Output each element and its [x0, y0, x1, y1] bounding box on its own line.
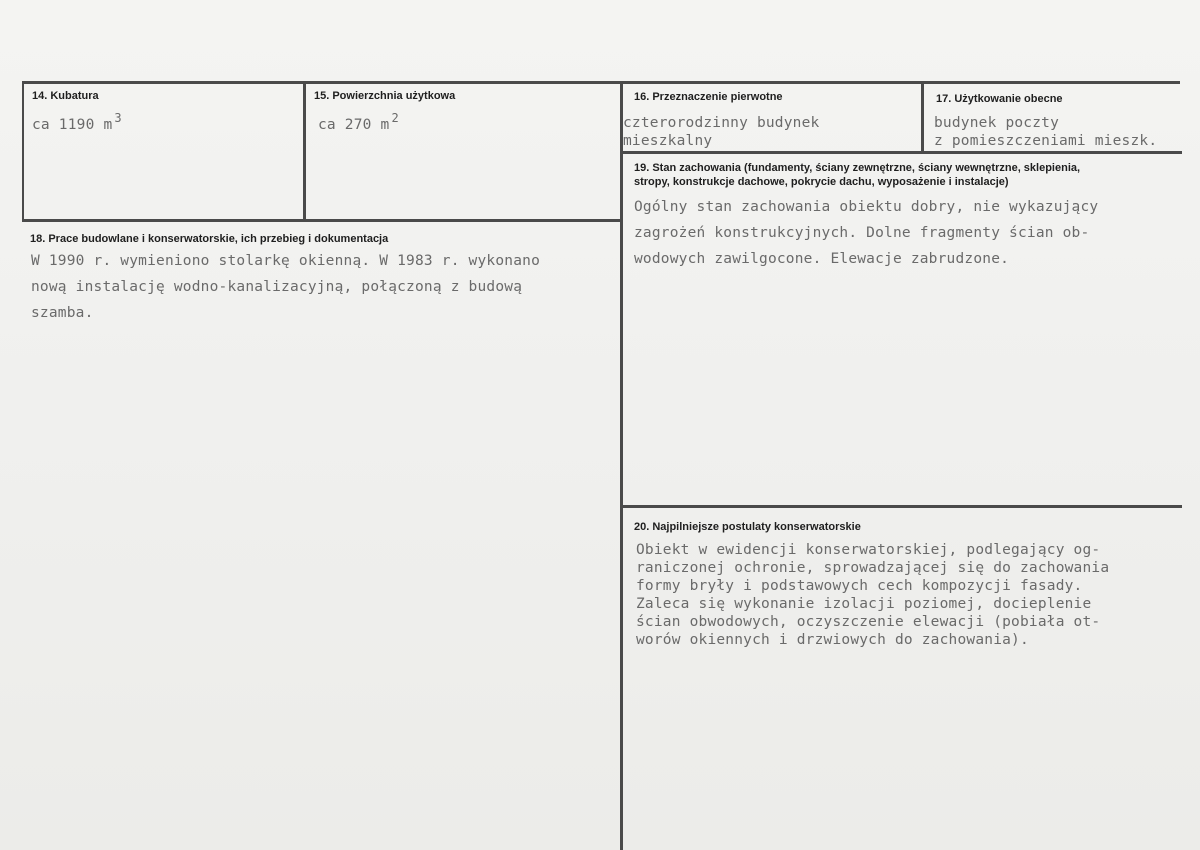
- field-15-value-text: ca 270 m: [318, 117, 390, 133]
- left-border: [22, 81, 24, 222]
- divider-vertical-main: [620, 81, 623, 850]
- field-20-value: Obiekt w ewidencji konserwatorskiej, podlegający og- raniczonej ochronie, sprowadzającej się do zachowania formy bryły i podstawowych cech kompozycji fasady. Zaleca się wykonanie izolacji poziomej, docieplenie ścian obwodowych, oczyszczenie elewacji (pobiała ot- worów okiennych i drzwiowych do zachowania).: [636, 542, 1110, 648]
- field-20-label: 20. Najpilniejsze postulaty konserwatorskie: [634, 521, 861, 533]
- field-14-label: 14. Kubatura: [32, 90, 99, 102]
- divider-right-1: [622, 151, 1182, 154]
- divider-vertical-16-17: [921, 81, 924, 153]
- top-border: [22, 81, 1180, 84]
- field-19-label: [634, 161, 1174, 189]
- divider-right-2: [622, 505, 1182, 508]
- field-18-value: W 1990 r. wymieniono stolarkę okienną. W 1983 r. wykonano nową instalację wodno-kanalizacyjną, połączoną z budową szamba.: [31, 253, 540, 321]
- field-15-exponent: 2: [391, 111, 399, 125]
- field-17-value: budynek poczty z pomieszczeniami mieszk.: [934, 115, 1158, 149]
- field-17-label: 17. Użytkowanie obecne: [936, 93, 1063, 105]
- divider-vertical-14-15: [303, 81, 306, 222]
- field-18-label: 18. Prace budowlane i konserwatorskie, ich przebieg i dokumentacja: [30, 233, 389, 245]
- field-14-value-text: ca 1190 m: [32, 117, 113, 133]
- field-15-value: [318, 112, 399, 138]
- field-14-exponent: 3: [114, 111, 122, 125]
- field-19-value: Ogólny stan zachowania obiektu dobry, nie wykazujący zagrożeń konstrukcyjnych. Dolne fragmenty ścian ob- wodowych zawilgocone. Elewacje zabrudzone.: [634, 199, 1099, 267]
- field-16-label: 16. Przeznaczenie pierwotne: [634, 91, 783, 103]
- field-16-value: czterorodzinny budynek mieszkalny: [623, 115, 820, 149]
- divider-row-1: [22, 219, 623, 222]
- field-14-value: [32, 112, 122, 138]
- field-19-label-text: 19. Stan zachowania (fundamenty, ściany zewnętrzne, ściany wewnętrzne, sklepienia, stropy, konstrukcje dachowe, pokrycie dachu, wyposażenie i instalacje): [634, 162, 1081, 188]
- field-15-label: 15. Powierzchnia użytkowa: [314, 90, 456, 102]
